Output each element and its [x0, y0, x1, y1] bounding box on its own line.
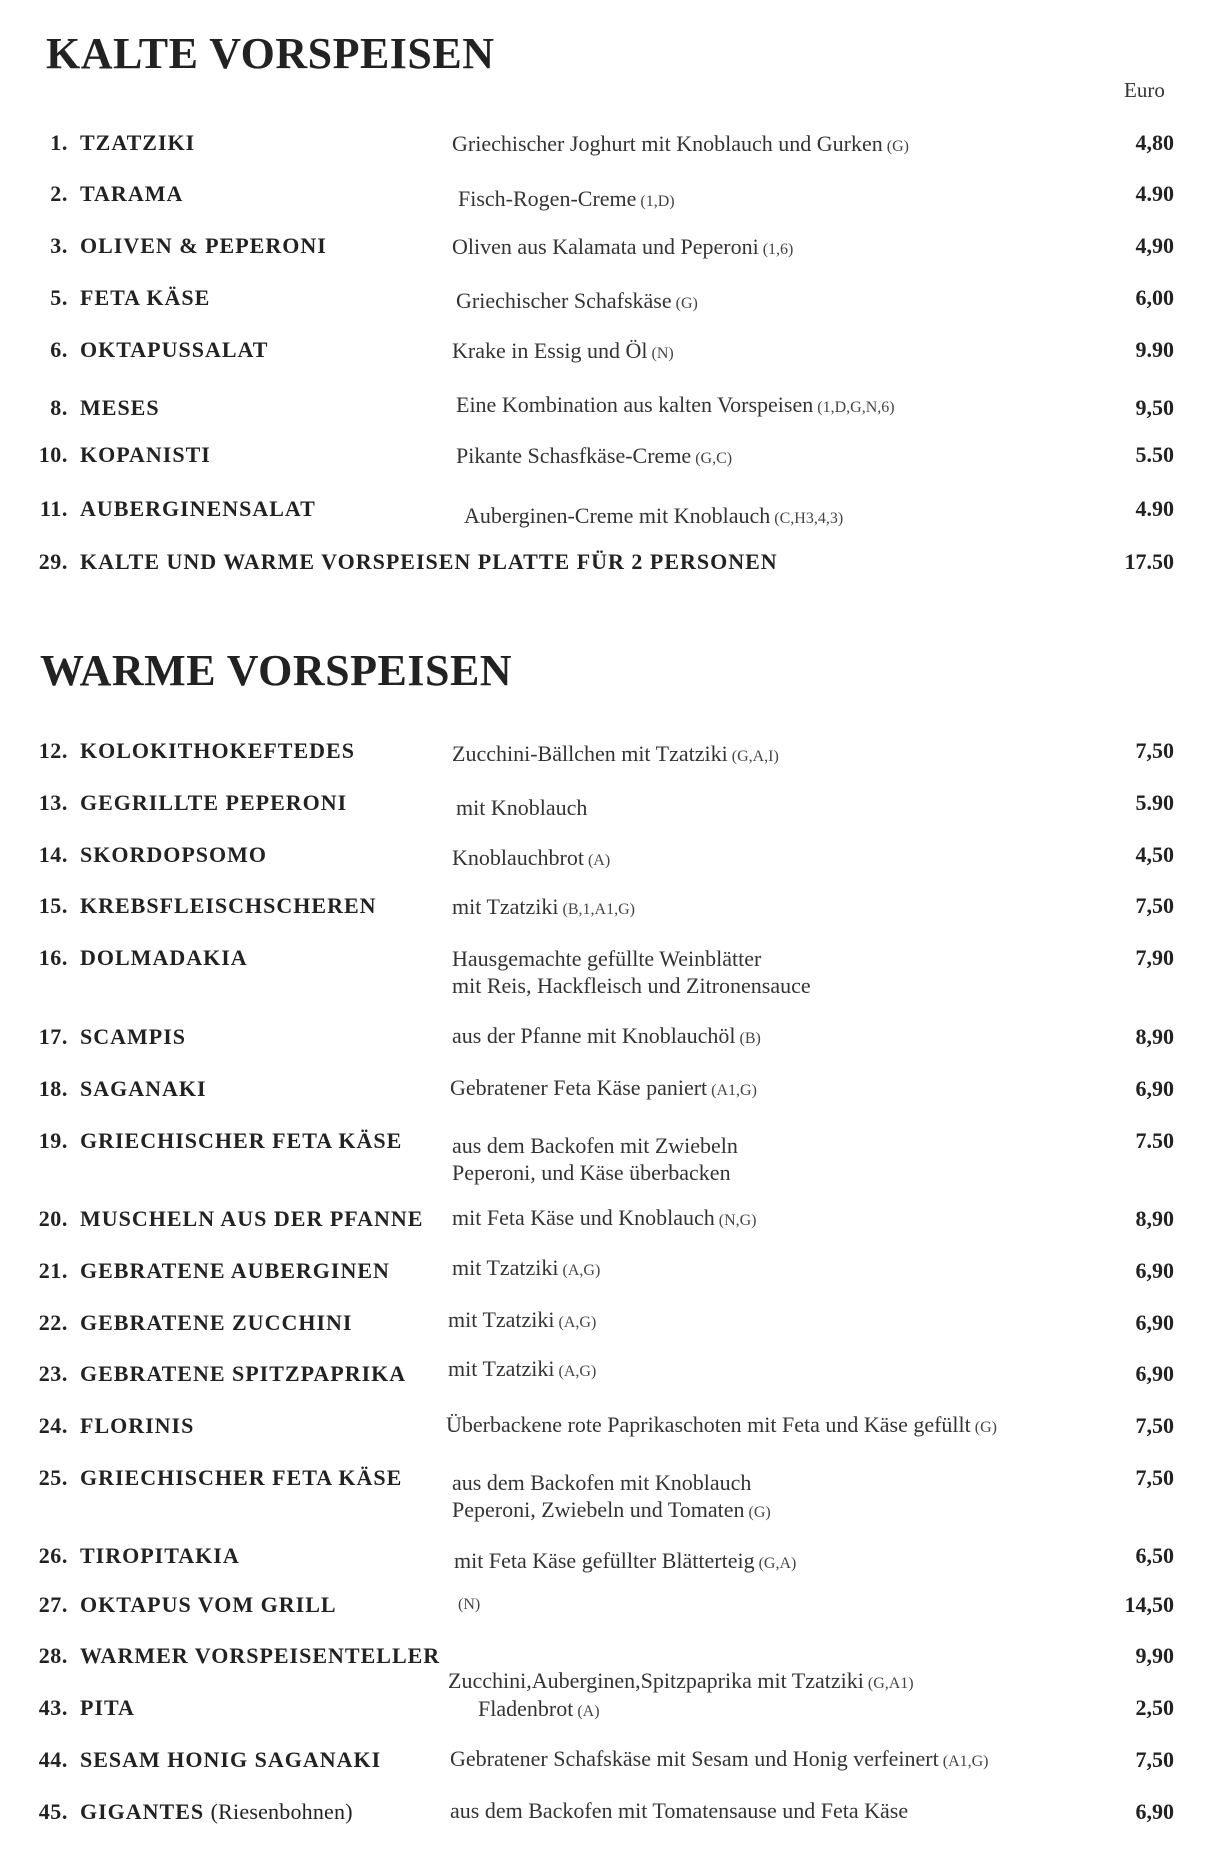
item-name-text: GIGANTES: [80, 1799, 205, 1824]
description-line: mit Reis, Hackfleisch und Zitronensauce: [452, 973, 811, 998]
menu-item-gegrillte-peperoni: [0, 790, 1216, 850]
item-name: [80, 285, 210, 311]
item-description: [454, 1547, 796, 1577]
menu-item-florinis: [0, 1413, 1216, 1473]
allergen-codes: (N): [458, 1596, 481, 1613]
item-price: 4,90: [1135, 233, 1174, 258]
item-name: [80, 1747, 381, 1773]
allergen-codes: (G): [886, 138, 909, 155]
item-number: 3.: [50, 233, 68, 258]
allergen-codes: (A,G): [558, 1363, 597, 1380]
item-name: [80, 1310, 352, 1336]
item-price: 8,90: [1135, 1024, 1174, 1049]
item-price: 7,90: [1135, 945, 1174, 970]
item-name: [80, 181, 183, 207]
item-name-text: DOLMADAKIA: [80, 945, 248, 970]
item-name: [80, 842, 267, 868]
item-number: 19.: [38, 1128, 68, 1153]
item-description: [452, 1022, 761, 1052]
description-line: mit Tzatziki (A,G): [448, 1307, 597, 1332]
item-price: 7,50: [1135, 893, 1174, 918]
item-description: [456, 287, 698, 317]
item-number: 1.: [50, 130, 68, 155]
item-name: [80, 790, 347, 816]
item-number: 6.: [50, 337, 68, 362]
item-name-text: SCAMPIS: [80, 1024, 187, 1049]
item-price: 6,50: [1135, 1543, 1174, 1568]
allergen-codes: (G,C): [695, 450, 733, 467]
description-line: Gebratener Feta Käse paniert (A1,G): [450, 1075, 757, 1100]
item-name: [80, 1076, 207, 1102]
item-number: 44.: [38, 1747, 68, 1772]
menu-item-oliven-peperoni: [0, 233, 1216, 293]
item-name: [80, 1128, 402, 1154]
item-name-text: KOPANISTI: [80, 442, 211, 467]
item-name-text: OKTAPUS VOM GRILL: [80, 1592, 337, 1617]
menu-item-saganaki: [0, 1076, 1216, 1136]
item-name: [80, 893, 377, 919]
item-name-text: OLIVEN & PEPERONI: [80, 233, 327, 258]
item-name-text: MESES: [80, 395, 160, 420]
description-line: Peperoni, Zwiebeln und Tomaten (G): [452, 1497, 771, 1522]
menu-item-dolmadakia: [0, 945, 1216, 1005]
item-description: [452, 1254, 600, 1284]
description-line: Gebratener Schafskäse mit Sesam und Honig verfeinert (A1,G): [450, 1746, 989, 1771]
description-line: Fisch-Rogen-Creme (1,D): [458, 186, 675, 211]
item-description: [458, 185, 675, 215]
item-description: [456, 442, 732, 472]
allergen-codes: (1,6): [762, 241, 794, 258]
allergen-codes: (G): [675, 295, 698, 312]
item-description: [452, 844, 610, 874]
item-name: [80, 442, 211, 468]
item-name: [80, 1592, 337, 1618]
allergen-codes: (G,A1): [867, 1675, 914, 1692]
item-description: [452, 893, 635, 923]
section-title-kalte-vorspeisen: KALTE VORSPEISEN: [46, 29, 495, 78]
item-number: 17.: [38, 1024, 68, 1049]
item-name-text: OKTAPUSSALAT: [80, 337, 269, 362]
description-line: Peperoni, und Käse überbacken: [452, 1160, 731, 1185]
item-number: 23.: [38, 1361, 68, 1386]
allergen-codes: (B,1,A1,G): [562, 901, 635, 918]
allergen-codes: (G): [748, 1504, 771, 1521]
item-number: 10.: [38, 442, 68, 467]
item-description: [448, 1355, 596, 1385]
item-price: 6,90: [1135, 1258, 1174, 1283]
item-price: 6,90: [1135, 1076, 1174, 1101]
item-number: 45.: [38, 1799, 68, 1824]
item-name: [80, 395, 160, 421]
item-description: [452, 337, 674, 367]
item-description: [452, 130, 909, 160]
item-name: [80, 1413, 194, 1439]
item-name-text: FLORINIS: [80, 1413, 195, 1438]
item-description: [448, 1306, 596, 1336]
allergen-codes: (G): [974, 1419, 997, 1436]
item-number: 13.: [38, 790, 68, 815]
item-name: [80, 549, 778, 575]
description-line: mit Tzatziki (A,G): [452, 1255, 601, 1280]
item-number: 16.: [38, 945, 68, 970]
description-line: Auberginen-Creme mit Knoblauch (C,H3,4,3): [464, 503, 844, 528]
item-name-text: GEBRATENE SPITZPAPRIKA: [80, 1361, 407, 1386]
item-price: 4,80: [1135, 130, 1174, 155]
item-price: 7,50: [1135, 1747, 1174, 1772]
item-name-text: GRIECHISCHER FETA KÄSE: [80, 1465, 403, 1490]
item-name-text: PITA: [80, 1695, 135, 1720]
item-name-text: MUSCHELN AUS DER PFANNE: [80, 1206, 424, 1231]
description-line: Oliven aus Kalamata und Peperoni (1,6): [452, 234, 794, 259]
item-price: 9,50: [1135, 395, 1174, 420]
item-price: 2,50: [1135, 1695, 1174, 1720]
item-description: [464, 502, 843, 532]
item-name: [80, 337, 268, 363]
allergen-codes: (G,A,I): [731, 748, 779, 765]
item-description: [452, 233, 793, 263]
allergen-codes: (G,A): [758, 1555, 797, 1572]
item-name: [80, 1643, 440, 1669]
description-line: Überbackene rote Paprikaschoten mit Feta und Käse gefüllt (G): [446, 1412, 997, 1437]
menu-item-feta-kaese: [0, 285, 1216, 345]
item-number: 22.: [38, 1310, 68, 1335]
description-line: Zucchini-Bällchen mit Tzatziki (G,A,I): [452, 741, 779, 766]
description-line: mit Feta Käse gefüllter Blätterteig (G,A): [454, 1548, 797, 1573]
item-name: [80, 1361, 406, 1387]
item-name: [80, 496, 316, 522]
item-name: [80, 1258, 390, 1284]
item-description: [450, 1074, 757, 1104]
item-number: 26.: [38, 1543, 68, 1568]
description-line: aus dem Backofen mit Zwiebeln: [452, 1133, 738, 1158]
item-name-text: TARAMA: [80, 181, 184, 206]
item-number: 12.: [38, 738, 68, 763]
menu-item-oktapussalat: [0, 337, 1216, 397]
item-number: 18.: [38, 1076, 68, 1101]
item-price: 4.90: [1135, 496, 1174, 521]
currency-label: Euro: [1124, 78, 1165, 102]
item-number: 11.: [39, 496, 68, 521]
item-description: [452, 1469, 771, 1526]
menu-item-griechischer-feta-kaese: [0, 1465, 1216, 1525]
item-name-text: SAGANAKI: [80, 1076, 207, 1101]
item-description: [454, 1588, 480, 1618]
menu-item-tarama: [0, 181, 1216, 241]
item-number: 29.: [38, 549, 68, 574]
item-description: [456, 794, 587, 821]
item-name-text: GEBRATENE AUBERGINEN: [80, 1258, 390, 1283]
allergen-codes: (A1,G): [942, 1753, 989, 1770]
allergen-codes: (A1,G): [711, 1082, 757, 1099]
item-price: 7,50: [1135, 1413, 1174, 1438]
description-line: [454, 1588, 480, 1618]
item-name: [80, 1206, 423, 1232]
item-price: 7,50: [1135, 1465, 1174, 1490]
allergen-codes: (A,G): [562, 1262, 601, 1279]
item-name: [80, 1465, 402, 1491]
allergen-codes: (1,D): [640, 193, 675, 210]
item-number: 24.: [38, 1413, 68, 1438]
item-name-text: SESAM HONIG SAGANAKI: [80, 1747, 382, 1772]
description-line: Griechischer Schafskäse (G): [456, 288, 698, 313]
menu-item-muscheln-aus-der-pfanne: [0, 1206, 1216, 1266]
description-line: Griechischer Joghurt mit Knoblauch und Gurken (G): [452, 131, 909, 156]
item-description: [448, 1667, 914, 1697]
item-name-text: GRIECHISCHER FETA KÄSE: [80, 1128, 403, 1153]
description-line: mit Tzatziki (A,G): [448, 1356, 597, 1381]
item-number: 8.: [50, 395, 68, 420]
item-price: 6,90: [1135, 1310, 1174, 1335]
item-name-extra: (Riesenbohnen): [210, 1799, 353, 1824]
item-name: [80, 738, 355, 764]
item-name-text: GEGRILLTE PEPERONI: [80, 790, 348, 815]
item-price: 9.90: [1135, 337, 1174, 362]
allergen-codes: (1,D,G,N,6): [817, 399, 895, 416]
item-number: 15.: [38, 893, 68, 918]
allergen-codes: (A,G): [558, 1314, 597, 1331]
description-line: Hausgemachte gefüllte Weinblätter: [452, 946, 762, 971]
allergen-codes: (A): [587, 852, 611, 869]
item-name-text: TIROPITAKIA: [80, 1543, 240, 1568]
item-description: [452, 1132, 738, 1186]
item-name: [80, 1695, 135, 1721]
description-line: Fladenbrot (A): [478, 1696, 600, 1721]
item-price: 17.50: [1124, 549, 1174, 574]
section-title-warme-vorspeisen: WARME VORSPEISEN: [40, 646, 513, 695]
item-price: 14,50: [1124, 1592, 1174, 1617]
menu-item-gigantes: [0, 1799, 1216, 1859]
item-name-text: FETA KÄSE: [80, 285, 211, 310]
item-description: [446, 1411, 997, 1441]
menu-item-gebratene-auberginen: [0, 1255, 1216, 1318]
item-description: [452, 1204, 757, 1234]
item-price: 6,90: [1135, 1361, 1174, 1386]
description-line: Krake in Essig und Öl (N): [452, 338, 674, 363]
description-line: Eine Kombination aus kalten Vorspeisen (1,D,G,N,6): [456, 392, 895, 417]
item-price: 4,50: [1135, 842, 1174, 867]
item-name-text: AUBERGINENSALAT: [80, 496, 316, 521]
item-price: 5.90: [1135, 790, 1174, 815]
allergen-codes: (N): [651, 345, 674, 362]
item-number: 27.: [38, 1592, 68, 1617]
description-line: aus dem Backofen mit Knoblauch: [452, 1470, 752, 1495]
menu-item-kopanisti: [0, 440, 1216, 500]
item-price: 4.90: [1135, 181, 1174, 206]
item-description: [452, 945, 811, 999]
description-line: mit Tzatziki (B,1,A1,G): [452, 894, 635, 919]
item-price: 5.50: [1135, 442, 1174, 467]
description-line: Pikante Schasfkäse-Creme (G,C): [456, 443, 733, 468]
item-description: [456, 391, 895, 421]
item-number: 14.: [38, 842, 68, 867]
item-number: 2.: [50, 181, 68, 206]
description-line: mit Feta Käse und Knoblauch (N,G): [452, 1205, 757, 1230]
item-name: [80, 233, 327, 259]
description-line: aus der Pfanne mit Knoblauchöl (B): [452, 1023, 761, 1048]
item-name-text: KREBSFLEISCHSCHEREN: [80, 893, 377, 918]
item-number: 5.: [50, 285, 68, 310]
allergen-codes: (N,G): [718, 1212, 757, 1229]
item-name-text: GEBRATENE ZUCCHINI: [80, 1310, 353, 1335]
menu-item-kalte-und-warme-vorspeisen-platte-fuer-2-personen: [0, 543, 1216, 603]
menu-item-warmer-vorspeisenteller: [0, 1643, 1216, 1703]
description-line: Zucchini,Auberginen,Spitzpaprika mit Tzatziki (G,A1): [448, 1668, 914, 1693]
allergen-codes: (C,H3,4,3): [774, 510, 844, 527]
menu-item-krebsfleischscheren: [0, 893, 1216, 953]
menu-item-griechischer-feta-kaese: [0, 1128, 1216, 1188]
item-price: 6,00: [1135, 285, 1174, 310]
item-description: [450, 1797, 908, 1824]
description-line: mit Knoblauch: [456, 795, 588, 820]
item-name-text: WARMER VORSPEISENTELLER: [80, 1643, 441, 1668]
menu-item-kolokithokeftedes: [0, 738, 1216, 798]
item-name: [80, 945, 248, 971]
item-name-text: TZATZIKI: [80, 130, 196, 155]
item-description: [452, 740, 779, 770]
item-price: 6,90: [1135, 1799, 1174, 1824]
description-line: Knoblauchbrot (A): [452, 845, 611, 870]
allergen-codes: (A): [577, 1703, 600, 1720]
description-line: aus dem Backofen mit Tomatensause und Feta Käse: [450, 1798, 909, 1823]
item-name-text: KALTE UND WARME VORSPEISEN PLATTE FÜR 2 PERSONEN: [80, 549, 778, 574]
item-name-text: KOLOKITHOKEFTEDES: [80, 738, 355, 763]
item-name: [80, 130, 195, 156]
item-name-text: SKORDOPSOMO: [80, 842, 268, 867]
item-description: [478, 1695, 600, 1725]
item-price: 9,90: [1135, 1643, 1174, 1668]
item-number: 20.: [38, 1206, 68, 1231]
item-number: 21.: [38, 1258, 68, 1283]
item-price: 7,50: [1135, 738, 1174, 763]
item-name: [80, 1799, 353, 1825]
item-number: 43.: [38, 1695, 68, 1720]
item-name: [80, 1024, 186, 1050]
item-description: [450, 1745, 989, 1775]
item-price: 7.50: [1135, 1128, 1174, 1153]
item-number: 25.: [38, 1465, 68, 1490]
item-price: 8,90: [1135, 1206, 1174, 1231]
item-name: [80, 1543, 240, 1569]
allergen-codes: (B): [739, 1030, 761, 1047]
item-number: 28.: [38, 1643, 68, 1668]
